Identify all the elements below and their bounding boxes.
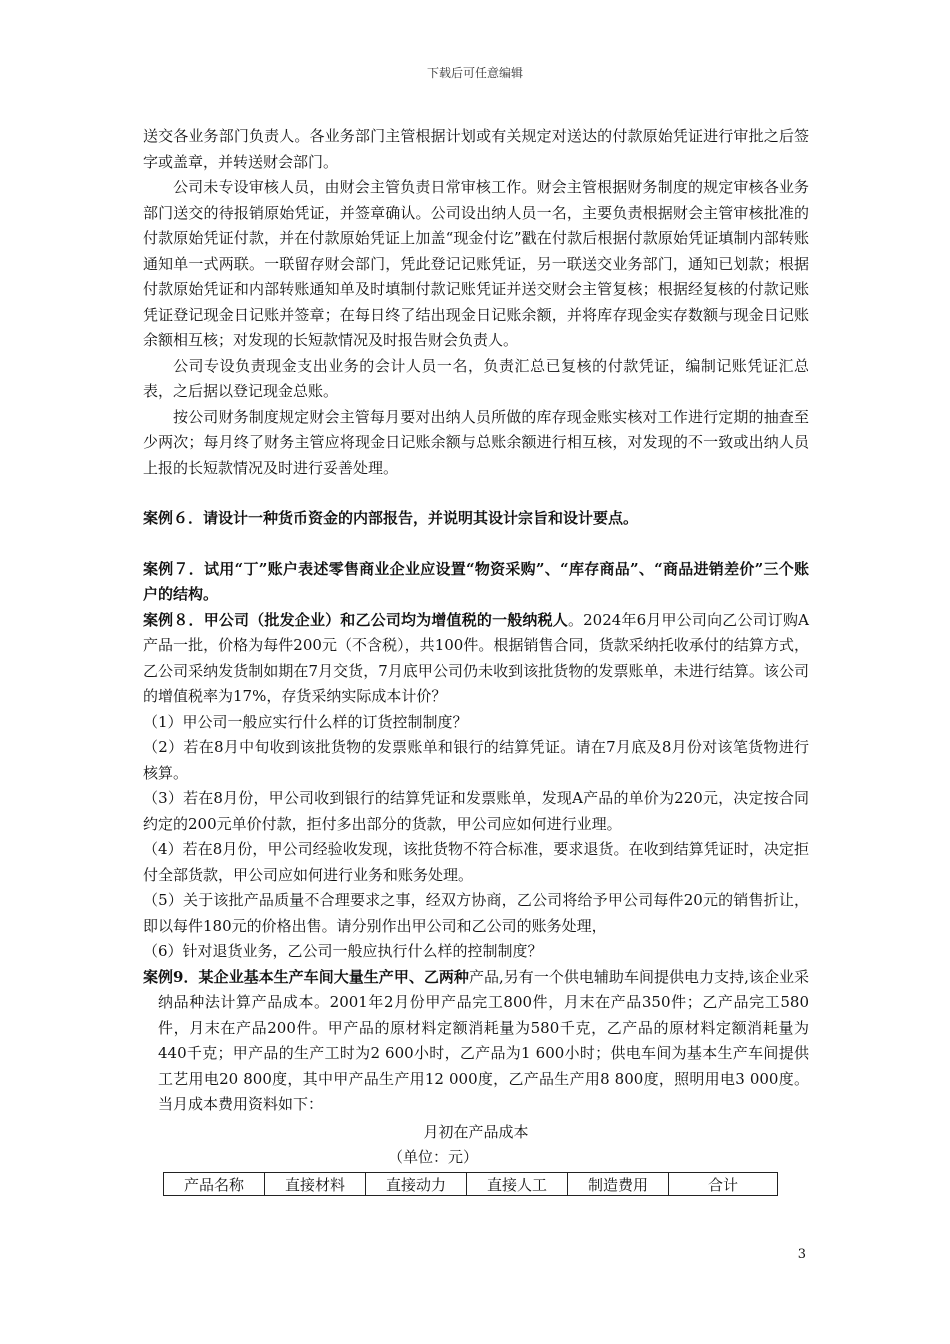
table-title: 月初在产品成本 [423, 1122, 529, 1141]
paragraph: 送交各业务部门负责人。各业务部门主管根据计划或有关规定对送达的付款原始凭证进行审批之后签字或盖章，并转送财会部门。 [143, 127, 809, 171]
case-9-heading: 案例9．某企业基本生产车间大量生产甲、乙两种 [143, 967, 469, 986]
table-header-cell: 直接动力 [366, 1173, 467, 1196]
case-8-item: （2）若在8月中旬收到该批货物的发票账单和银行的结算凭证。请在7月底及8月份对该笔货物进行核算。 [143, 738, 809, 782]
case-6-heading: 案例６．请设计一种货币资金的内部报告，并说明其设计宗旨和设计要点。 [143, 509, 639, 527]
table-header-cell: 直接人工 [467, 1173, 568, 1196]
case-7-heading: 案例７．试用“丁”账户表述零售商业企业应设置“物资采购”、“库存商品”、“商品进销差价”三个账户的结构。 [143, 559, 809, 603]
case-9-intro [143, 965, 809, 1118]
document-body [143, 124, 809, 1171]
case-9-text: 产品,另有一个供电辅助车间提供电力支持,该企业采纳品种法计算产品成本。2001年2月份甲产品完工800件，月末在产品350件；乙产品完工580件，月末在产品200件。甲产品的原材料定额消耗量为580千克，乙产品的原材料定额消耗量为440千克；甲产品的生产工时为2 600小时，乙产品为1 600小时；供电车间为基本生产车间提供工艺用电20 800度，其中甲产品生产用12 000度，乙产品生产用8 800度，照明用电3 000度。当月成本费用资料如下： [158, 967, 809, 1113]
table-header-cell: 产品名称 [164, 1173, 265, 1196]
case-8-item: （5）关于该批产品质量不合理要求之事，经双方协商，乙公司将给予甲公司每件20元的销售折让，即以每件180元的价格出售。请分别作出甲公司和乙公司的账务处理， [143, 891, 809, 935]
page-number: 3 [797, 1247, 806, 1262]
case-8-item: （3）若在8月份，甲公司收到银行的结算凭证和发票账单，发现A产品的单价为220元，决定按合同约定的200元单价付款，拒付多出部分的货款，甲公司应如何进行业理。 [143, 789, 809, 833]
table-header-row [164, 1173, 778, 1196]
paragraph: 公司未专设审核人员，由财会主管负责日常审核工作。财会主管根据财务制度的规定审核各业务部门送交的待报销原始凭证，并签章确认。公司设出纳人员一名，主要负责根据财会主管审核批准的付款原始凭证付款，并在付款原始凭证上加盖“现金付讫”戳在付款后根据付款原始凭证填制内部转账通知单一式两联。一联留存财会部门，凭此登记记账凭证，另一联送交业务部门，通知已划款；根据付款原始凭证和内部转账通知单及时填制付款记账凭证并送交财会主管复核；根据经复核的付款记账凭证登记现金日记账并签章；在每日终了结出现金日记账余额，并将库存现金实存数额与现金日记账余额相互核；对发现的长短款情况及时报告财会负责人。 [143, 178, 809, 349]
case-8-item: （6）针对退货业务，乙公司一般应执行什么样的控制制度？ [143, 942, 543, 960]
paragraph: 公司专设负责现金支出业务的会计人员一名，负责汇总已复核的付款凭证，编制记账凭证汇总表，之后据以登记现金总账。 [143, 356, 809, 400]
case-8-intro [143, 608, 809, 710]
cost-table [163, 1172, 778, 1196]
table-header-cell: 合计 [669, 1173, 778, 1196]
case-8-text: 。2024年6月甲公司向乙公司订购A产品一批，价格为每件200元（不含税），共100件。根据销售合同，货款采纳托收承付的结算方式，乙公司采纳发货制如期在7月交货，7月底甲公司仍未收到该批货物的发票账单，未进行结算。该公司的增值税率为17%，存货采纳实际成本计价？ [143, 610, 809, 705]
case-8-heading: 案例８．甲公司（批发企业）和乙公司均为增值税的一般纳税人 [143, 610, 568, 629]
table-header-cell: 制造费用 [568, 1173, 669, 1196]
paragraph: 按公司财务制度规定财会主管每月要对出纳人员所做的库存现金账实核对工作进行定期的抽查至少两次；每月终了财务主管应将现金日记账余额与总账余额进行相互核，对发现的不一致或出纳人员上报的长短款情况及时进行妥善处理。 [143, 407, 809, 477]
case-8-item: （4）若在8月份，甲公司经验收发现，该批货物不符合标准，要求退货。在收到结算凭证时，决定拒付全部货款，甲公司应如何进行业务和账务处理。 [143, 840, 809, 884]
page-header: 下载后可任意编辑 [426, 66, 523, 80]
case-8-item: （1）甲公司一般应实行什么样的订货控制制度？ [143, 712, 468, 731]
table-unit: （单位：元） [388, 1148, 479, 1166]
table-header-cell: 直接材料 [265, 1173, 366, 1196]
